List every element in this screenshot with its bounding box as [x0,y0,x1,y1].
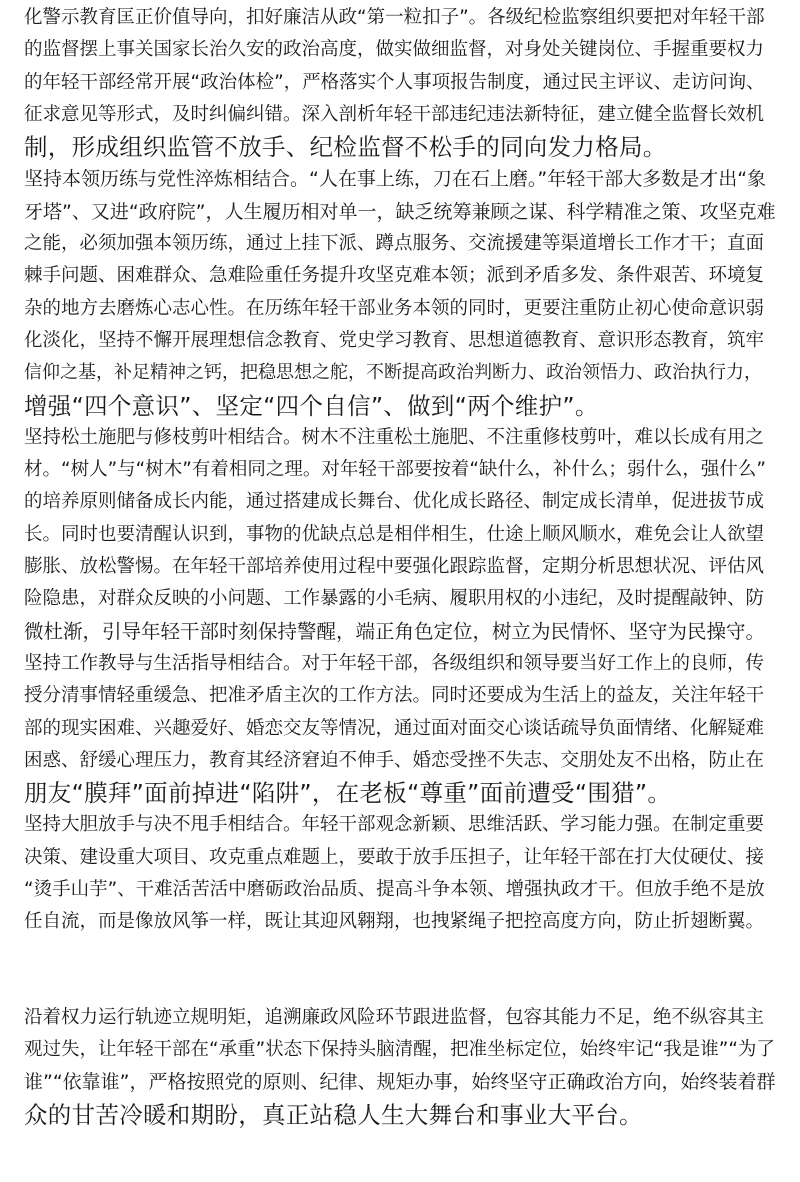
text-line: 困惑、舒缓心理压力，教育其经济窘迫不伸手、婚恋受挫不失志、交朋处友不出格，防止在 [24,749,765,771]
text-line: 化淡化，坚持不懈开展理想信念教育、党史学习教育、思想道德教育、意识形态教育，筑牢 [24,329,765,351]
text-line: 棘手问题、困难群众、急难险重任务提升攻坚克难本领；派到矛盾多发、条件艰苦、环境复 [24,265,765,287]
text-line: 坚持大胆放手与决不甩手相结合。年轻干部观念新颖、思维活跃、学习能力强。在制定重要 [24,814,765,836]
text-line: 制，形成组织监管不放手、纪检监督不松手的同向发力格局。 [24,133,667,162]
text-line: 信仰之基，补足精神之钙，把稳思想之舵，不断提高政治判断力、政治领悟力、政治执行力， [24,362,762,384]
text-line: 朋友“膜拜”面前掉进“陷阱”，在老板“尊重”面前遭受“围猎”。 [24,779,672,808]
paragraph [24,422,776,648]
text-line: 坚持工作教导与生活指导相结合。对于年轻干部，各级组织和领导要当好工作上的良师，传 [24,652,765,674]
text-line: “烫手山芋”、干难活苦活中磨砺政治品质、提高斗争本领、增强执政才干。但放手绝不是放 [24,879,765,901]
text-line: 之能，必须加强本领历练，通过上挂下派、蹲点服务、交流援建等渠道增长工作才干；直面 [24,233,765,255]
text-line: 的年轻干部经常开展“政治体检”，严格落实个人事项报告制度，通过民主评议、走访问询、 [24,71,765,93]
text-line: 的培养原则储备成长内能，通过搭建成长舞台、优化成长路径、制定成长清单，促进拔节成 [24,491,765,513]
paragraph-gap [24,939,776,1002]
paragraph [24,1002,776,1131]
text-line: 材。“树人”与“树木”有着相同之理。对年轻干部要按着“缺什么，补什么；弱什么，强什么” [24,459,767,481]
text-line: 众的甘苦冷暖和期盼，真正站稳人生大舞台和事业大平台。 [24,1100,643,1129]
paragraph [24,2,776,163]
text-line: 险隐患，对群众反映的小问题、工作暴露的小毛病、履职用权的小违纪，及时提醒敲钟、防 [24,588,765,610]
text-line: 的监督摆上事关国家长治久安的政治高度，做实做细监督，对身处关键岗位、手握重要权力 [24,39,765,61]
text-line: 任自流，而是像放风筝一样，既让其迎风翱翔，也拽紧绳子把控高度方向，防止折翅断翼。 [24,911,765,933]
paragraph [24,809,776,938]
text-line: 授分清事情轻重缓急、把准矛盾主次的工作方法。同时还要成为生活上的益友，关注年轻干 [24,685,765,707]
text-line: 增强“四个意识”、坚定“四个自信”、做到“两个维护”。 [24,391,599,420]
text-line: 谁”“依靠谁”，严格按照党的原则、纪律、规矩办事，始终坚守正确政治方向，始终装着群 [24,1071,776,1094]
text-line: 化警示教育匡正价值导向，扣好廉洁从政“第一粒扣子”。各级纪检监察组织要把对年轻干部 [24,7,765,28]
text-line: 沿着权力运行轨迹立规明矩，追溯廉政风险环节跟进监督，包容其能力不足，绝不纵容其主 [24,1006,765,1028]
text-line: 杂的地方去磨炼心志心性。在历练年轻干部业务本领的同时，更要注重防止初心使命意识弱 [24,297,765,319]
text-line: 决策、建设重大项目、攻克重点难题上，要敢于放手压担子，让年轻干部在打大仗硬仗、接 [24,846,765,868]
text-line: 征求意见等形式，及时纠偏纠错。深入剖析年轻干部违纪违法新特征，建立健全监督长效机 [24,103,765,125]
text-line: 膨胀、放松警惕。在年轻干部培养使用过程中要强化跟踪监督，定期分析思想状况、评估风 [24,556,765,578]
paragraph [24,648,776,809]
text-line: 牙塔”、又进“政府院”，人生履历相对单一，缺乏统筹兼顾之谋、科学精准之策、攻坚克难 [24,200,776,223]
text-line: 坚持松土施肥与修枝剪叶相结合。树木不注重松土施肥、不注重修枝剪叶，难以长成有用之 [24,426,765,448]
document-body [24,2,776,1131]
paragraph [24,163,776,421]
text-line: 微杜渐，引导年轻干部时刻保持警醒，端正角色定位，树立为民情怀、坚守为民操守。 [24,619,766,643]
text-line: 坚持本领历练与党性淬炼相结合。“人在事上练，刀在石上磨。”年轻干部大多数是才出“象 [24,168,767,191]
text-line: 部的现实困难、兴趣爱好、婚恋交友等情况，通过面对面交心谈话疏导负面情绪、化解疑难 [24,717,765,739]
text-line: 长。同时也要清醒认识到，事物的优缺点总是相伴相生，仕途上顺风顺水，难免会让人欲望 [24,523,765,545]
text-line: 观过失，让年轻干部在“承重”状态下保持头脑清醒，把准坐标定位，始终牢记“我是谁”“为了 [24,1038,775,1060]
